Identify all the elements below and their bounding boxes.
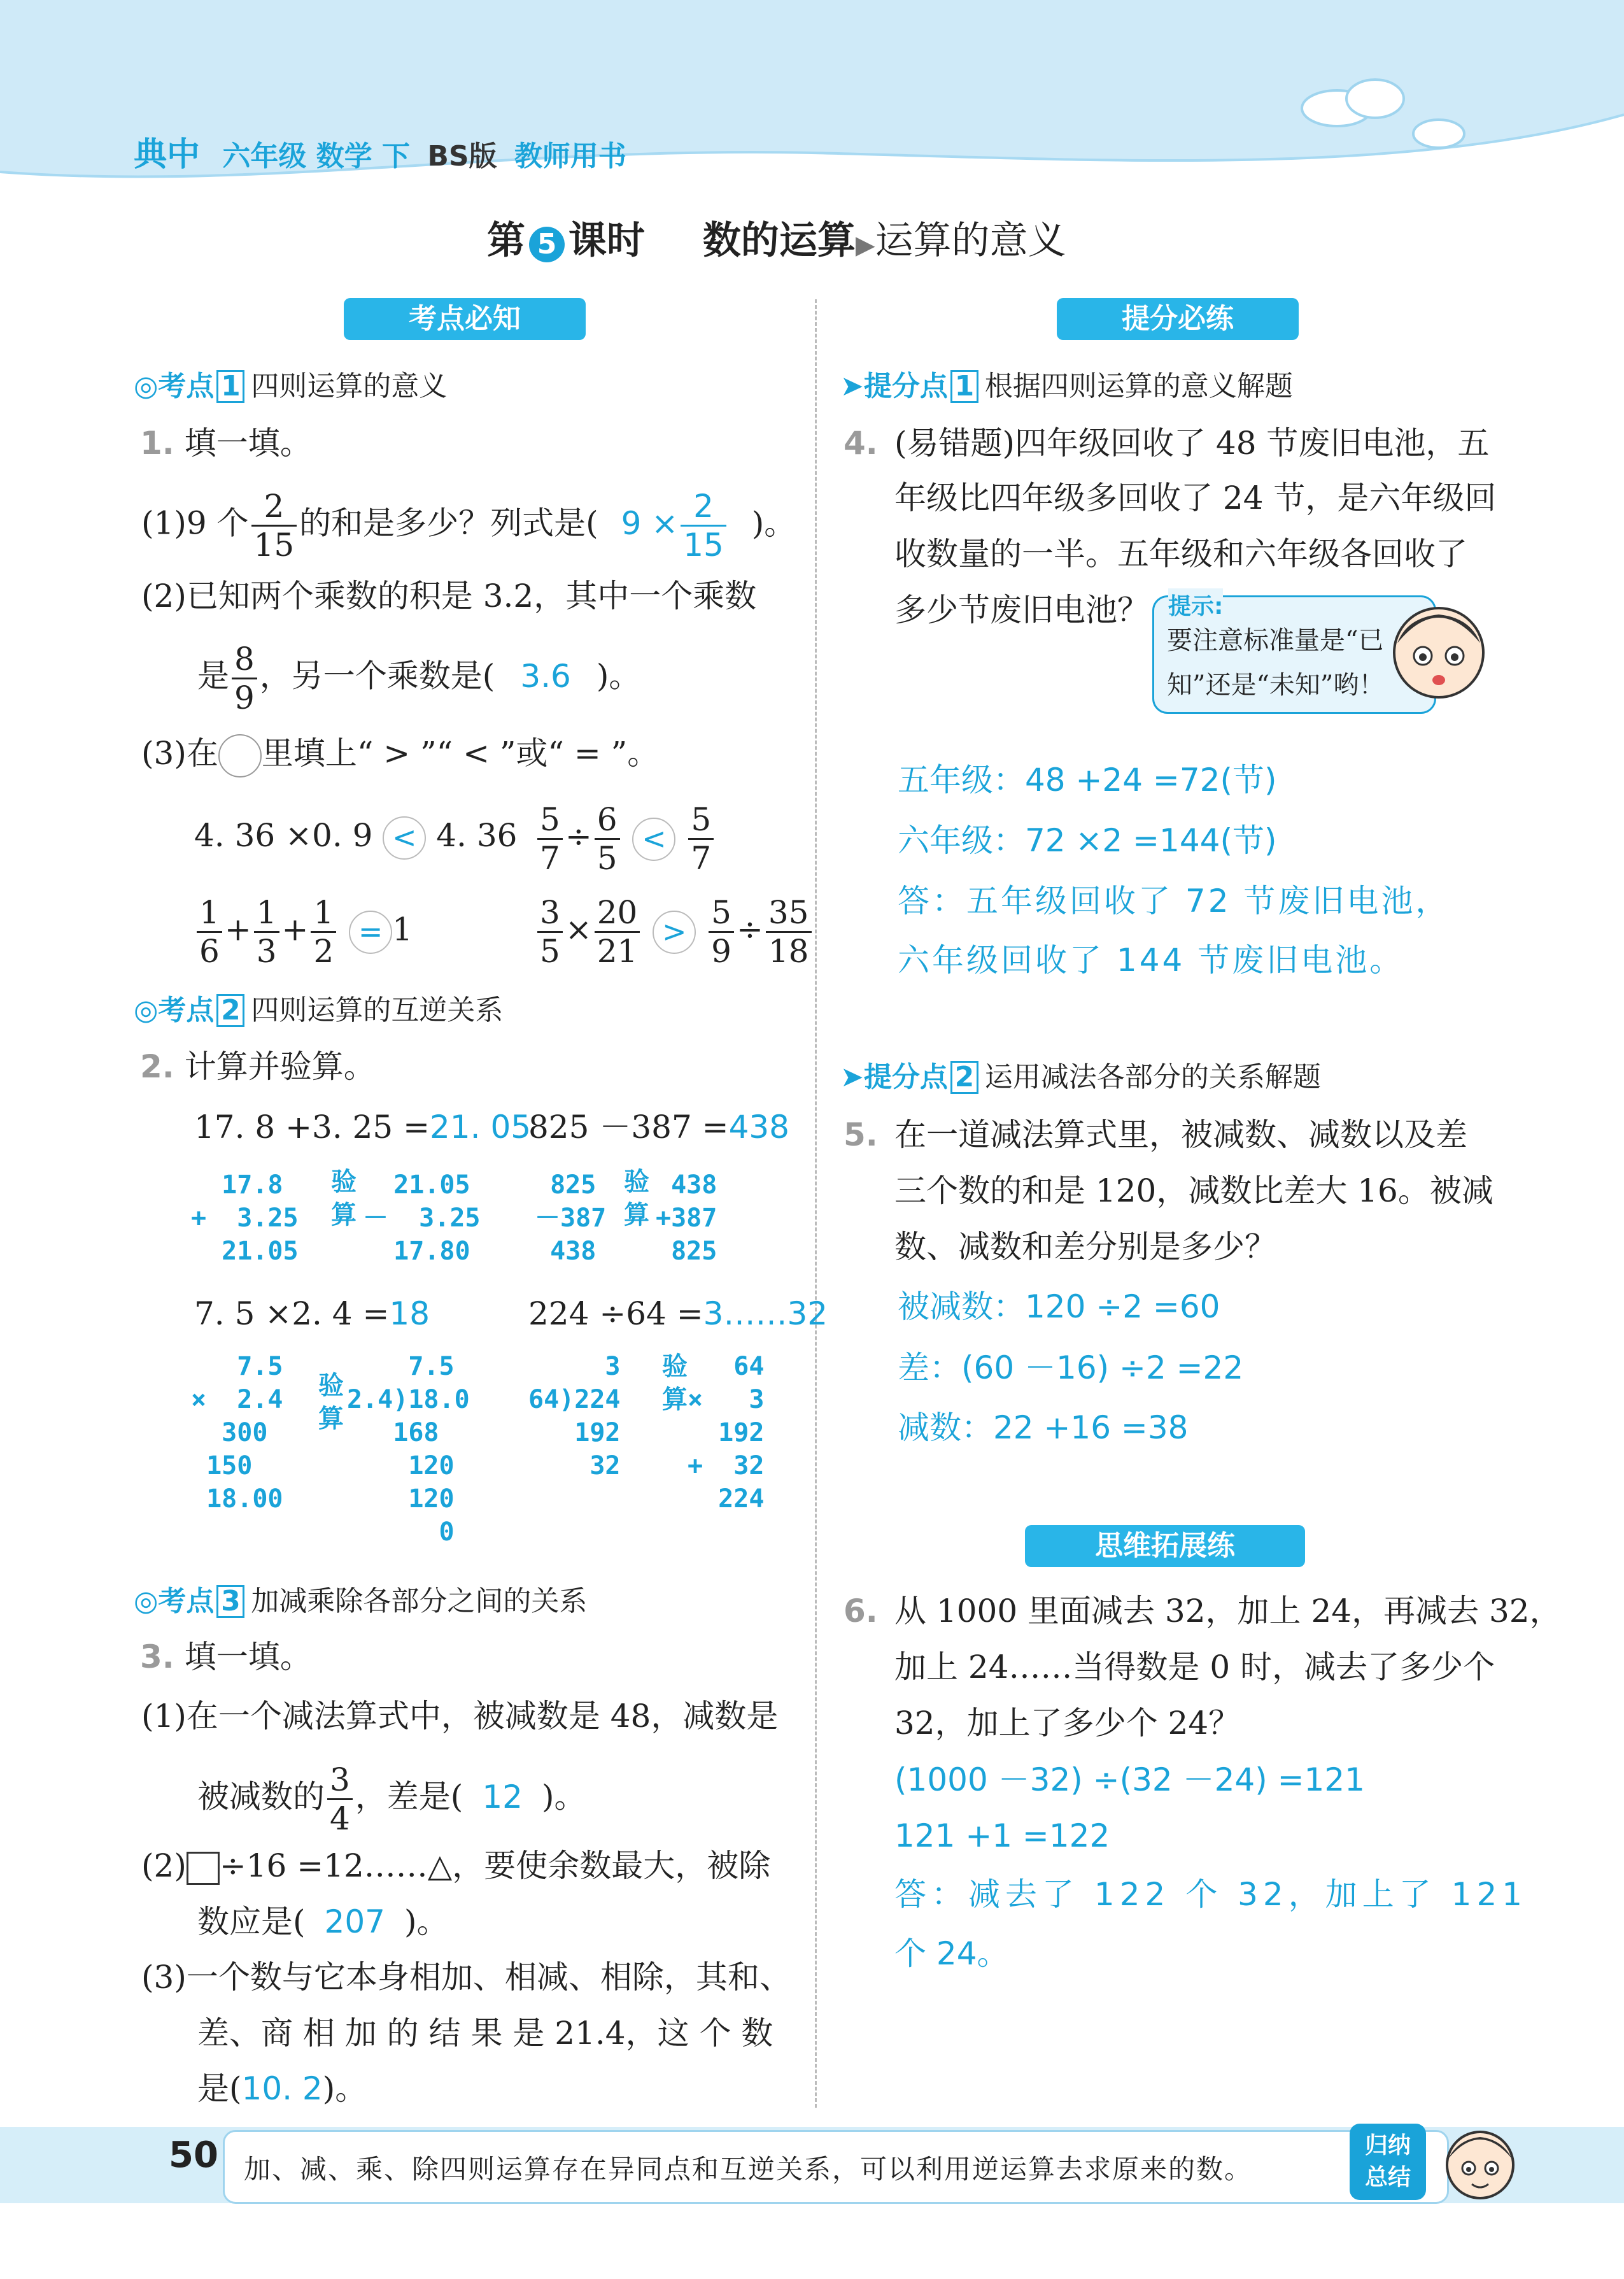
- brand-logo: 典中: [134, 136, 201, 174]
- book-title: 六年级 数学 下: [222, 140, 410, 173]
- edition-label: BS版: [427, 140, 497, 173]
- page-title: 第 5 课时 数的运算▶运算的意义: [487, 218, 1066, 263]
- answer-circle: >: [653, 911, 696, 954]
- blank-square: [187, 1852, 220, 1885]
- vertical-calc: 7.5 2.4)18.0 168 120 120 0: [347, 1352, 470, 1547]
- book-type: 教师用书: [514, 140, 626, 173]
- check-label: 验 算: [331, 1167, 357, 1230]
- summary-badge: 归纳 总结: [1350, 2124, 1426, 2200]
- tifen-2: ➤提分点 2 运用减法各部分的关系解题: [840, 1061, 1321, 1093]
- rocket-icon: ➤: [840, 1061, 864, 1093]
- column-divider: [815, 299, 817, 2108]
- section-banner-thinking: 思维拓展练: [1025, 1525, 1305, 1567]
- section-banner-right: 提分必练: [1057, 298, 1299, 340]
- hint-bubble: 提示: 要注意标准量是“已 知”还是“未知”哟！: [1152, 595, 1436, 714]
- vertical-calc: 21.05 － 3.25 17.80: [363, 1170, 481, 1266]
- kaodian-3: ◎考点 3 加减乘除各部分之间的关系: [134, 1585, 588, 1617]
- vertical-calc: 3 64)224 192 32: [528, 1352, 621, 1480]
- answer-circle: =: [349, 911, 392, 954]
- tifen-1: ➤提分点 1 根据四则运算的意义解题: [840, 370, 1293, 402]
- kaodian-2: ◎考点 2 四则运算的互逆关系: [134, 994, 504, 1026]
- section-banner-left: 考点必知: [344, 298, 586, 340]
- target-icon: ◎: [134, 994, 159, 1026]
- hint-title: 提示:: [1168, 588, 1223, 621]
- summary-box: [223, 2130, 1449, 2204]
- vertical-calc: 825 －387 438: [535, 1170, 607, 1266]
- rocket-icon: ➤: [840, 370, 864, 402]
- target-icon: ◎: [134, 1585, 159, 1617]
- vertical-calc: 17.8 + 3.25 21.05: [191, 1170, 299, 1266]
- boy-mascot-icon: [1375, 592, 1502, 720]
- check-label: 验 算: [624, 1167, 649, 1230]
- answer-circle: <: [632, 818, 675, 861]
- page-number: 50: [169, 2134, 218, 2176]
- vertical-calc: 64 × 3 192 + 32 224: [688, 1352, 765, 1514]
- vertical-calc: 7.5 × 2.4 300 150 18.00: [191, 1352, 283, 1514]
- kaodian-1: ◎考点 1 四则运算的意义: [134, 370, 448, 402]
- answer-circle: <: [383, 816, 426, 860]
- fraction: $\frac{2}{15}$: [251, 490, 297, 561]
- vertical-calc: 438 +387 825: [656, 1170, 717, 1266]
- lesson-number: 5: [529, 227, 565, 262]
- check-label: 验 算: [662, 1352, 688, 1414]
- summary-text: 加、减、乘、除四则运算存在异同点和互逆关系，可以利用逆运算去求原来的数。: [244, 2154, 1253, 2185]
- blank-circle: [218, 734, 262, 777]
- target-icon: ◎: [134, 370, 159, 402]
- boy-mascot-icon: [1432, 2120, 1528, 2216]
- check-label: 验 算: [318, 1371, 344, 1433]
